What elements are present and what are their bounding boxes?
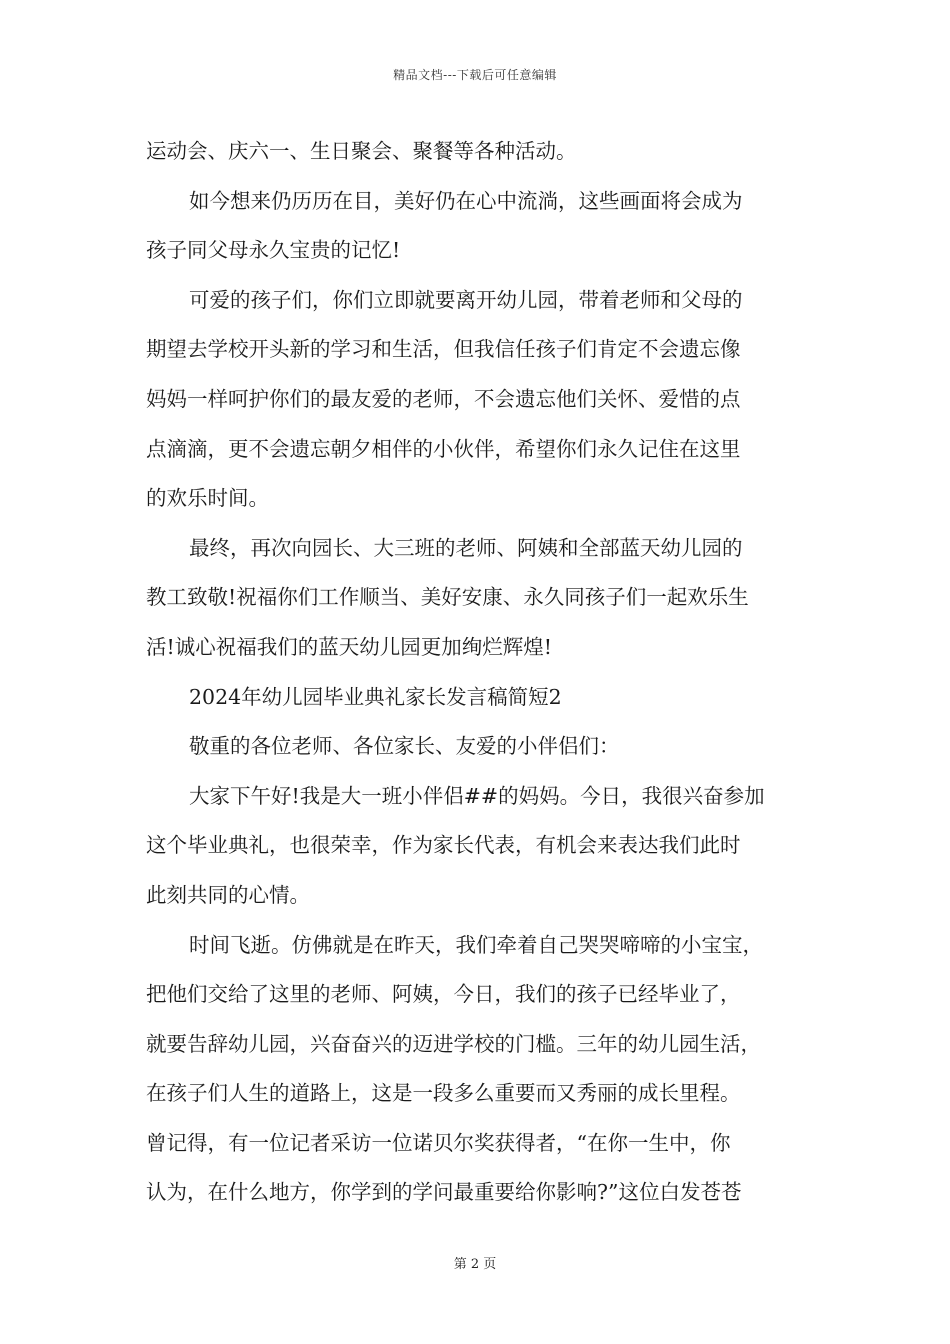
- text-line: 教工致敬!祝福你们工作顺当、美好安康、永久同孩子们一起欢乐生: [146, 585, 749, 610]
- paragraph-start: 大家下午好!我是大一班小伴侣##的妈妈。今日，我很兴奋参加: [189, 783, 765, 808]
- text-line: 这个毕业典礼，也很荣幸，作为家长代表，有机会来表达我们此时: [146, 833, 741, 858]
- text-line: 孩子同父母永久宝贵的记忆!: [146, 238, 401, 263]
- paragraph-start: 最终，再次向园长、大三班的老师、阿姨和全部蓝天幼儿园的: [189, 535, 743, 560]
- text-line: 就要告辞幼儿园，兴奋奋兴的迈进学校的门槛。三年的幼儿园生活，: [146, 1031, 761, 1056]
- paragraph-start: 时间飞逝。仿佛就是在昨天，我们牵着自己哭哭啼啼的小宝宝，: [189, 932, 763, 957]
- text-line: 的欢乐时间。: [146, 486, 269, 511]
- text-line: 在孩子们人生的道路上，这是一段多么重要而又秀丽的成长里程。: [146, 1081, 741, 1106]
- page-header: 精品文档---下载后可任意编辑: [393, 68, 557, 82]
- page-number: 第 2 页: [453, 1257, 497, 1272]
- salutation: 敬重的各位老师、各位家长、友爱的小伴侣们：: [189, 734, 620, 759]
- paragraph-start: 可爱的孩子们，你们立即就要离开幼儿园，带着老师和父母的: [189, 287, 743, 312]
- text-line: 活!诚心祝福我们的蓝天幼儿园更加绚烂辉煌!: [146, 634, 552, 659]
- text-line: 此刻共同的心情。: [146, 882, 310, 907]
- text-line: 认为，在什么地方，你学到的学问最重要给你影响?”这位白发苍苍: [146, 1180, 742, 1205]
- text-line: 曾记得，有一位记者采访一位诺贝尔奖获得者，“在你一生中，你: [146, 1130, 731, 1155]
- text-line: 把他们交给了这里的老师、阿姨，今日，我们的孩子已经毕业了，: [146, 982, 741, 1007]
- section-title: 2024年幼儿园毕业典礼家长发言稿简短2: [189, 684, 562, 709]
- text-line: 点滴滴，更不会遗忘朝夕相伴的小伙伴，希望你们永久记住在这里: [146, 436, 741, 461]
- text-line: 期望去学校开头新的学习和生活，但我信任孩子们肯定不会遗忘像: [146, 337, 741, 362]
- text-line: 妈妈一样呵护你们的最友爱的老师，不会遗忘他们关怀、爱惜的点: [146, 386, 741, 411]
- document-body: [146, 127, 806, 1218]
- paragraph-start: 如今想来仍历历在目，美好仍在心中流淌，这些画面将会成为: [189, 188, 743, 213]
- text-line: 运动会、庆六一、生日聚会、聚餐等各种活动。: [146, 139, 577, 163]
